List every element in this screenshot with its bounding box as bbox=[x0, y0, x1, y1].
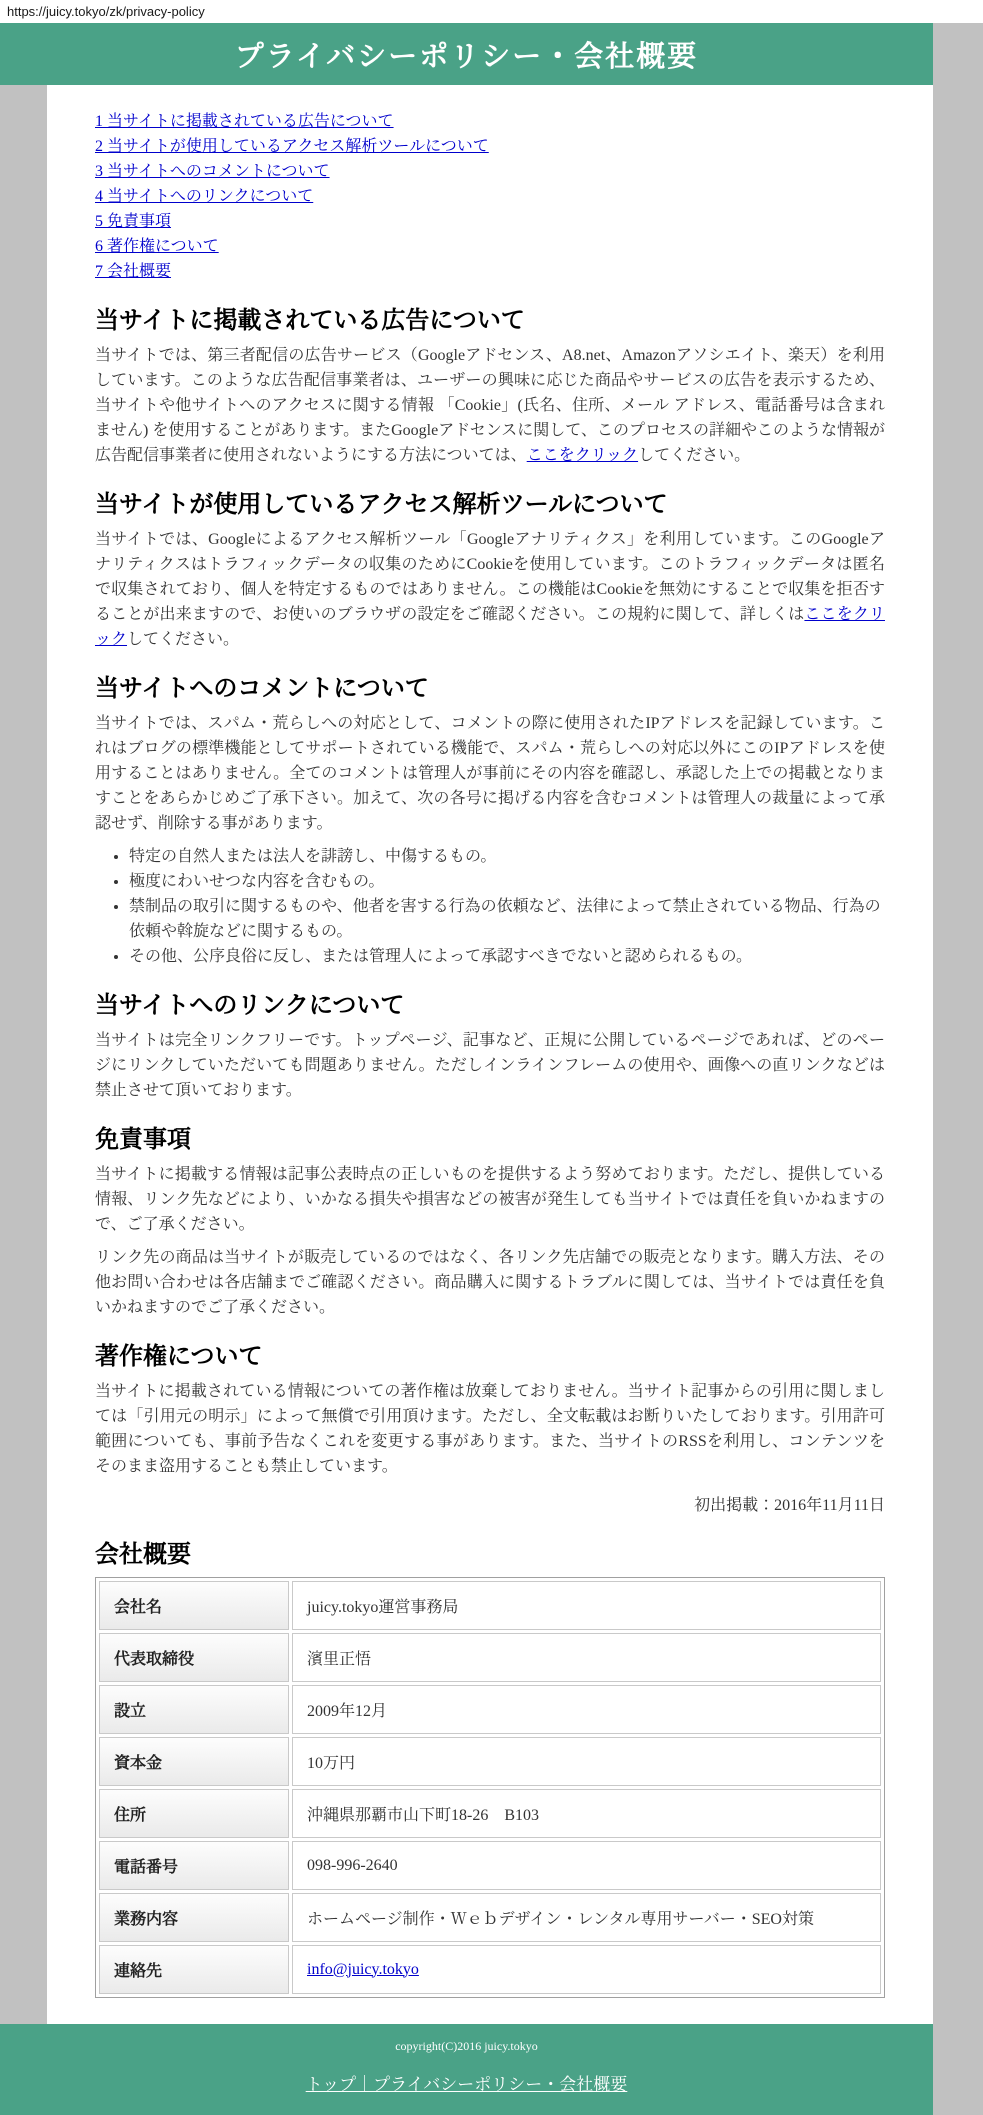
company-row-value: 098-996-2640 bbox=[292, 1841, 881, 1890]
toc-link-comments[interactable]: 3 当サイトへのコメントについて bbox=[95, 163, 330, 180]
first-published-note: 初出掲載：2016年11月11日 bbox=[694, 1497, 885, 1514]
toc-item bbox=[95, 159, 885, 184]
company-row-value: juicy.tokyo運営事務局 bbox=[292, 1581, 881, 1630]
company-row-value: 沖縄県那覇市山下町18-26 B103 bbox=[292, 1789, 881, 1838]
table-row bbox=[99, 1737, 881, 1786]
section-body-analytics bbox=[95, 527, 885, 652]
table-row bbox=[99, 1841, 881, 1890]
toc-link-ads[interactable]: 1 当サイトに掲載されている広告について bbox=[95, 113, 394, 130]
toc-item bbox=[95, 209, 885, 234]
toc-item bbox=[95, 234, 885, 259]
toc-item bbox=[95, 109, 885, 134]
toc-link-copyright[interactable]: 6 著作権について bbox=[95, 238, 219, 255]
section-analytics bbox=[95, 484, 885, 652]
company-row-label: 会社名 bbox=[99, 1581, 289, 1630]
section-body-links: 当サイトは完全リンクフリーです。トップページ、記事など、正規に公開しているページであれば、どのページにリンクしていただいても問題ありません。ただしインラインフレームの使用や、画像への直リンクなどは禁止させて頂いております。 bbox=[95, 1032, 885, 1099]
section-heading-links: 当サイトへのリンクについて bbox=[95, 992, 405, 1019]
toc-link-links[interactable]: 4 当サイトへのリンクについて bbox=[95, 188, 314, 205]
toc-item bbox=[95, 184, 885, 209]
toc-item bbox=[95, 134, 885, 159]
copyright-text: copyright(C)2016 juicy.tokyo bbox=[395, 2039, 538, 2053]
company-info-table bbox=[95, 1577, 885, 1998]
table-row bbox=[99, 1685, 881, 1734]
page-wrapper bbox=[0, 23, 933, 2115]
ads-body-text-after: してください。 bbox=[638, 447, 751, 464]
toc-link-disclaimer[interactable]: 5 免責事項 bbox=[95, 213, 172, 230]
section-heading-ads: 当サイトに掲載されている広告について bbox=[95, 307, 525, 334]
site-header bbox=[0, 23, 933, 85]
page-title: プライバシーポリシー・会社概要 bbox=[234, 40, 699, 73]
company-row-value: ホームページ制作・Ｗｅｂデザイン・レンタル専用サーバー・SEO対策 bbox=[292, 1893, 881, 1942]
company-row-label: 住所 bbox=[99, 1789, 289, 1838]
page-url: https://juicy.tokyo/zk/privacy-policy bbox=[7, 4, 205, 19]
comment-policy-list bbox=[95, 844, 885, 969]
table-row bbox=[99, 1893, 881, 1942]
toc-link-company[interactable]: 7 会社概要 bbox=[95, 263, 172, 280]
company-row-label: 連絡先 bbox=[99, 1945, 289, 1994]
section-disclaimer bbox=[95, 1119, 885, 1320]
main-content bbox=[47, 85, 933, 2024]
company-row-label: 代表取締役 bbox=[99, 1633, 289, 1682]
disclaimer-paragraph-1: 当サイトに掲載する情報は記事公表時点の正しいものを提供するよう努めております。ただし、提供している情報、リンク先などにより、いかなる損失や損害などの被害が発生しても当サイトでは責任を負いかねますので、ご了承ください。 bbox=[95, 1166, 885, 1233]
contact-email-link[interactable]: info@juicy.tokyo bbox=[307, 1960, 419, 1978]
company-row-value: 濱里正悟 bbox=[292, 1633, 881, 1682]
company-row-label: 電話番号 bbox=[99, 1841, 289, 1890]
section-links bbox=[95, 985, 885, 1103]
comment-policy-bullet: • 極度にわいせつな内容を含むもの。 bbox=[129, 869, 885, 894]
section-company bbox=[95, 1534, 885, 1998]
company-row-value: 10万円 bbox=[292, 1737, 881, 1786]
table-row bbox=[99, 1945, 881, 1994]
site-footer bbox=[0, 2024, 933, 2115]
section-heading-copyright: 著作権について bbox=[95, 1343, 263, 1370]
section-ads bbox=[95, 300, 885, 468]
comment-policy-bullet: • 特定の自然人または法人を誹謗し、中傷するもの。 bbox=[129, 844, 885, 869]
section-heading-comments: 当サイトへのコメントについて bbox=[95, 675, 429, 702]
comment-policy-bullet: • その他、公序良俗に反し、または管理人によって承認すべきでないと認められるもの。 bbox=[129, 944, 885, 969]
section-body-comments: 当サイトでは、スパム・荒らしへの対応として、コメントの際に使用されたIPアドレスを記録しています。これはブログの標準機能としてサポートされている機能で、スパム・荒らしへの対応以外にこのIPアドレスを使用することはありません。全てのコメントは管理人が事前にその内容を確認し、承認した上での掲載となりますことをあらかじめご了承下さい。加えて、次の各号に掲げる内容を含むコメントは管理人の裁量によって承認せず、削除する事があります。 bbox=[95, 715, 885, 832]
analytics-body-text-after: してください。 bbox=[127, 631, 240, 648]
section-comments bbox=[95, 668, 885, 969]
section-body-copyright: 当サイトに掲載されている情報についての著作権は放棄しておりません。当サイト記事からの引用に関しましては「引用元の明示」によって無償で引用頂けます。ただし、全文転載はお断りいたしております。引用許可範囲についても、事前予告なくこれを変更する事があります。また、当サイトのRSSを利用し、コンテンツをそのまま盗用することも禁止しています。 bbox=[95, 1383, 885, 1475]
toc-item bbox=[95, 259, 885, 284]
company-row-value bbox=[292, 1945, 881, 1994]
footer-nav-link[interactable]: トップ｜プライバシーポリシー・会社概要 bbox=[305, 2075, 628, 2094]
toc-link-analytics[interactable]: 2 当サイトが使用しているアクセス解析ツールについて bbox=[95, 138, 489, 155]
company-row-value: 2009年12月 bbox=[292, 1685, 881, 1734]
company-row-label: 設立 bbox=[99, 1685, 289, 1734]
company-row-label: 資本金 bbox=[99, 1737, 289, 1786]
table-row bbox=[99, 1789, 881, 1838]
browser-url-bar[interactable] bbox=[0, 0, 983, 23]
disclaimer-paragraph-2: リンク先の商品は当サイトが販売しているのではなく、各リンク先店舗での販売となります。購入方法、その他お問い合わせは各店舗までご確認ください。商品購入に関するトラブルに関しては、当サイトでは責任を負いかねますのでご了承ください。 bbox=[95, 1249, 885, 1316]
section-body-ads bbox=[95, 343, 885, 468]
ads-body-text: 当サイトでは、第三者配信の広告サービス（Googleアドセンス、A8.net、Amazonアソシエイト、楽天）を利用しています。このような広告配信事業者は、ユーザーの興味に応じた商品やサービスの広告を表示するため、当サイトや他サイトへのアクセスに関する情報 「Cookie」(氏名、住所、メール アドレス、電話番号は含まれません) を使用することがあります。またGoogleアドセンスに関して、このプロセスの詳細やこのような情報が広告配信事業者に使用されないようにする方法については、 bbox=[95, 347, 885, 464]
section-heading-company: 会社概要 bbox=[95, 1541, 191, 1568]
company-row-label: 業務内容 bbox=[99, 1893, 289, 1942]
analytics-body-text: 当サイトでは、Googleによるアクセス解析ツール「Googleアナリティクス」を利用しています。このGoogleアナリティクスはトラフィックデータの収集のためにCookieを使用しています。このトラフィックデータは匿名で収集されており、個人を特定するものではありません。この機能はCookieを無効にすることで収集を拒否することが出来ますので、お使いのブラウザの設定をご確認ください。この規約に関して、詳しくは bbox=[95, 531, 885, 623]
analytics-click-here-link[interactable]: ここをクリック bbox=[95, 606, 885, 648]
comment-policy-bullet: • 禁制品の取引に関するものや、他者を害する行為の依頼など、法律によって禁止されている物品、行為の依頼や斡旋などに関するもの。 bbox=[129, 894, 885, 944]
table-row bbox=[99, 1633, 881, 1682]
ads-click-here-link[interactable]: ここをクリック bbox=[526, 447, 639, 464]
table-row bbox=[99, 1581, 881, 1630]
section-heading-disclaimer: 免責事項 bbox=[95, 1126, 191, 1153]
section-copyright bbox=[95, 1336, 885, 1518]
section-heading-analytics: 当サイトが使用しているアクセス解析ツールについて bbox=[95, 491, 668, 518]
table-of-contents bbox=[95, 109, 885, 284]
